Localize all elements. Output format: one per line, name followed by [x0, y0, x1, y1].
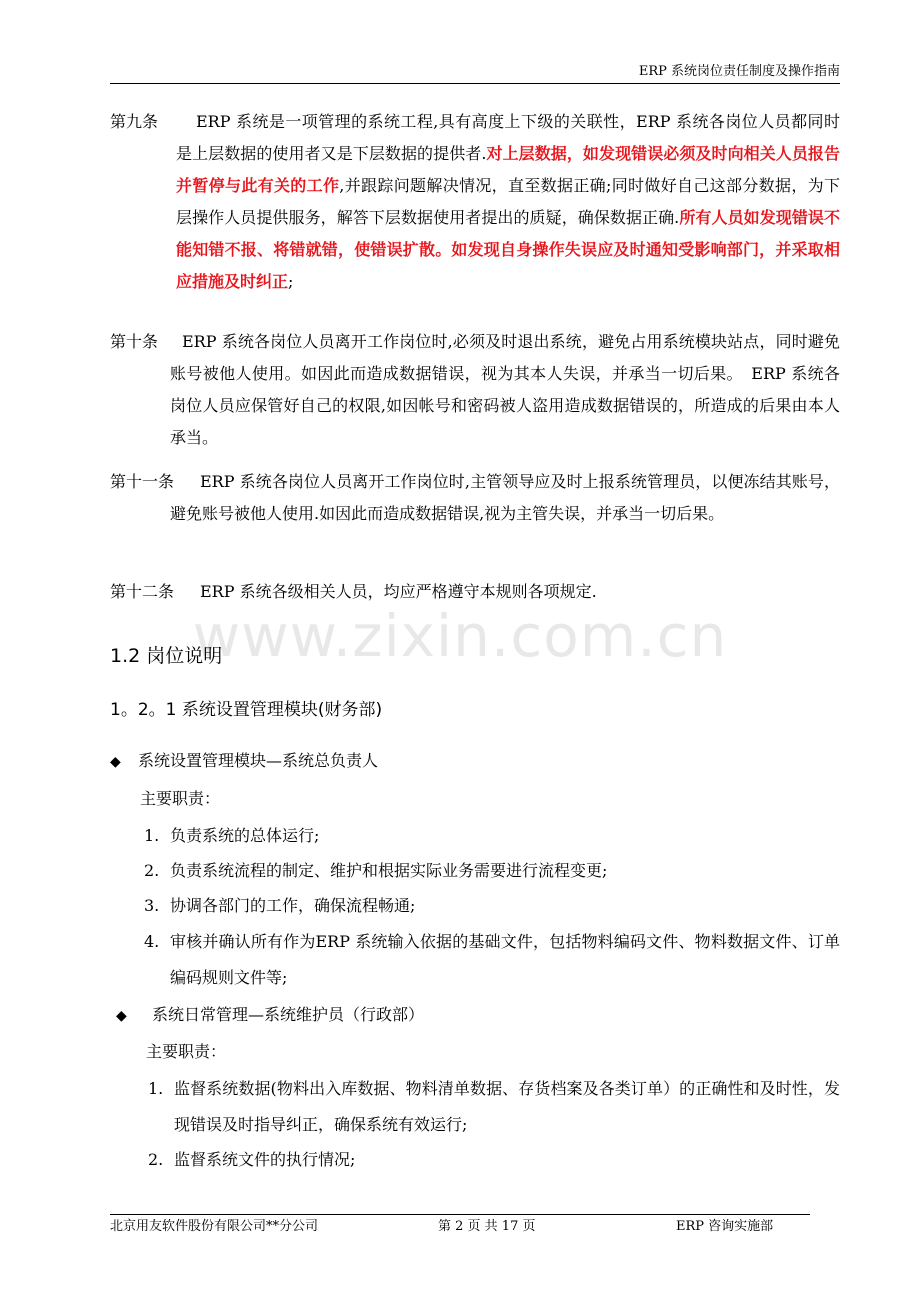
- article-9: [110, 106, 840, 298]
- highlight-text: 所有人员如发现错误不能知错不报、将错就错，使错误扩散。如发现自身操作失误应及时通知受影响部门，并采取相应措施及时纠正: [176, 208, 840, 291]
- article-text: ,并跟踪问题解决情况，直至数据正确;同时做好自己这部分数据，为下层操作人员提供服务，解答下层数据使用者提出的质疑，确保数据正确.: [176, 176, 840, 227]
- item-number: 1.: [144, 826, 160, 845]
- article-body: [110, 106, 840, 298]
- watermark: www.zixin.com.cn: [192, 602, 728, 670]
- list-item: [144, 818, 840, 854]
- header-title: ERP 系统岗位责任制度及操作指南: [638, 64, 840, 79]
- item-text: 审核并确认所有作为ERP 系统输入依据的基础文件，包括物料编码文件、物料数据文件、订单编码规则文件等;: [170, 932, 840, 987]
- section-title: 1.2 岗位说明: [110, 645, 223, 667]
- role-heading: [110, 748, 378, 775]
- item-number: 4.: [144, 932, 160, 951]
- article-text: ERP 系统各岗位人员离开工作岗位时,主管领导应及时上报系统管理员，以便冻结其账号，避免账号被他人使用.如因此而造成数据错误,视为主管失误，并承当一切后果。: [170, 472, 840, 523]
- article-label: 第十一条: [110, 472, 175, 491]
- list-item: [144, 853, 840, 889]
- article-text: ERP 系统各岗位人员离开工作岗位时,必须及时退出系统，避免占用系统模块站点，同时避免账号被他人使用。如因此而造成数据错误，视为其本人失误，并承当一切后果。 ERP 系统各岗位人员应保管好自己的权限,如因帐号和密码被人盗用造成数据错误的，所造成的后果由本人承当。: [170, 332, 840, 447]
- footer-page-number: 第 2 页 共 17 页: [438, 1219, 536, 1234]
- article-10: [110, 326, 840, 454]
- list-item: [144, 888, 840, 924]
- footer-company: 北京用友软件股份有限公司**分公司: [110, 1219, 319, 1234]
- diamond-bullet-icon: ◆: [116, 1008, 127, 1024]
- article-label: 第九条: [110, 112, 159, 131]
- page-header: [110, 64, 840, 84]
- item-number: 1.: [148, 1079, 164, 1098]
- list-item: [148, 1142, 840, 1178]
- duties-label: 主要职责：: [140, 789, 221, 808]
- role-title: 系统设置管理模块—系统总负责人: [138, 751, 379, 770]
- role-title: 系统日常管理—系统维护员（行政部）: [152, 1005, 425, 1024]
- item-number: 3.: [144, 896, 160, 915]
- subsection-title: 1。2。1 系统设置管理模块(财务部): [110, 700, 383, 720]
- article-body: [110, 466, 840, 530]
- highlight-text: 对上层数据，如发现错误必须及时向相关人员报告并暂停与此有关的工作: [176, 144, 840, 195]
- article-text: ;: [288, 272, 294, 291]
- article-label: 第十二条: [110, 582, 175, 601]
- item-text: 协调各部门的工作，确保流程畅通;: [170, 896, 416, 915]
- role-heading: [116, 1002, 424, 1029]
- list-item: [144, 924, 840, 996]
- page-footer: [110, 1214, 810, 1234]
- item-text: 负责系统的总体运行;: [170, 826, 320, 845]
- diamond-bullet-icon: ◆: [110, 754, 121, 770]
- list-item: [148, 1071, 840, 1143]
- article-body: [110, 326, 840, 454]
- item-number: 2.: [144, 861, 160, 880]
- item-text: 负责系统流程的制定、维护和根据实际业务需要进行流程变更;: [170, 861, 608, 880]
- item-text: 监督系统文件的执行情况;: [174, 1150, 356, 1169]
- article-text: ERP 系统各级相关人员，均应严格遵守本规则各项规定.: [200, 582, 597, 601]
- duties-label: 主要职责：: [146, 1042, 227, 1061]
- article-text: ERP 系统是一项管理的系统工程,具有高度上下级的关联性，ERP 系统各岗位人员都同时是上层数据的使用者又是下层数据的提供者.: [176, 112, 840, 163]
- item-text: 监督系统数据(物料出入库数据、物料清单数据、存货档案及各类订单）的正确性和及时性，发现错误及时指导纠正，确保系统有效运行;: [174, 1079, 840, 1134]
- article-11: [110, 466, 840, 530]
- item-number: 2.: [148, 1150, 164, 1169]
- article-label: 第十条: [110, 332, 159, 351]
- footer-department: ERP 咨询实施部: [676, 1219, 774, 1234]
